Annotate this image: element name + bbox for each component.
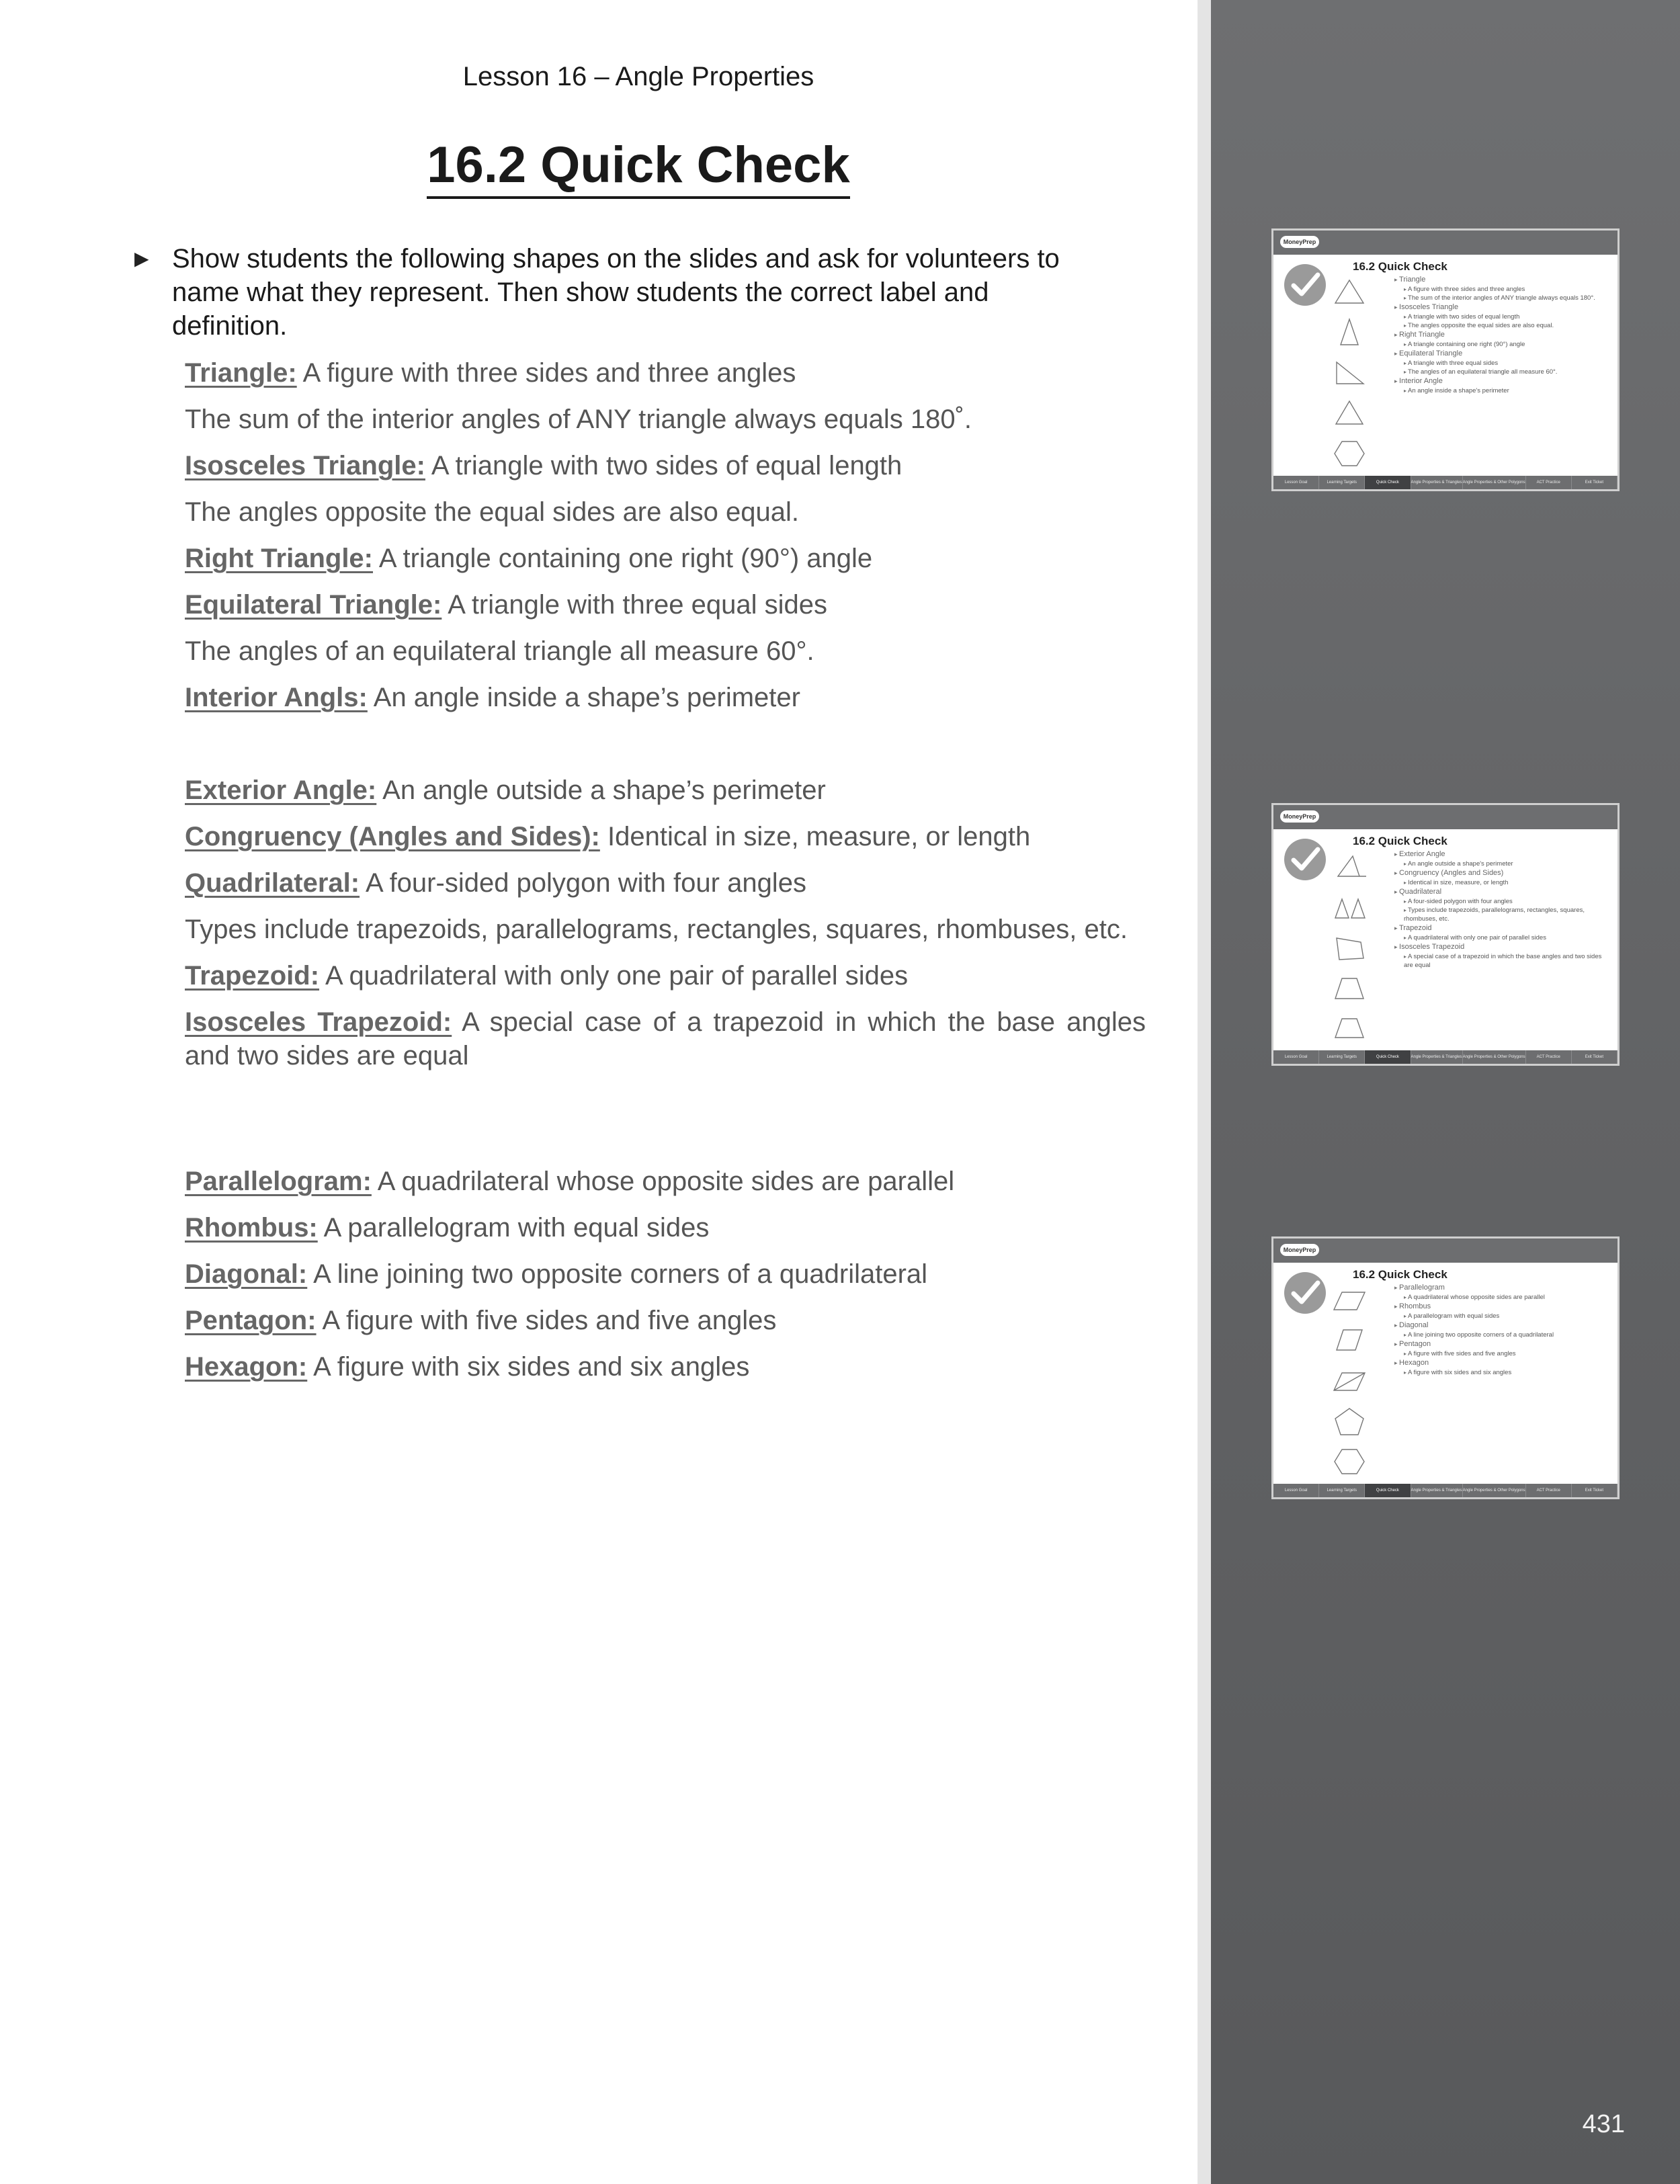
slide-header-bar — [1273, 230, 1618, 255]
definition-line — [185, 495, 1146, 529]
definition-term: Rhombus: — [185, 1213, 318, 1243]
exterior-angle-shape — [1333, 852, 1366, 882]
rhombus-shape — [1333, 1326, 1366, 1355]
slide-list-item: ▸ Equilateral Triangle — [1394, 349, 1609, 359]
slide-list-item: ▸ Isosceles Triangle — [1394, 302, 1609, 312]
definitions-group-3 — [185, 1165, 1146, 1396]
slide-list-subitem: ▸ A quadrilateral whose opposite sides are parallel — [1404, 1293, 1609, 1302]
isosceles-triangle-shape — [1333, 318, 1366, 347]
definition-line — [185, 866, 1146, 900]
slide-list-item: ▸ Triangle — [1394, 275, 1609, 285]
definition-text: A four-sided polygon with four angles — [360, 868, 806, 898]
slide-nav-tab[interactable]: Angle Properties & Triangles — [1411, 476, 1463, 489]
definition-line — [185, 1304, 1146, 1337]
definition-line — [185, 1211, 1146, 1245]
definition-line — [185, 356, 1146, 390]
slide-list-subitem: ▸ An angle outside a shape's perimeter — [1404, 859, 1609, 868]
slide-shapes — [1333, 1283, 1393, 1476]
definition-line — [185, 773, 1146, 807]
definition-line — [185, 588, 1146, 622]
definition-text: A special case of a trapezoid in which the base angles and two sides are equal — [185, 1007, 1146, 1070]
slide-list-item: ▸ Exterior Angle — [1394, 849, 1609, 859]
definition-line — [185, 403, 1146, 436]
slide-header-bar — [1273, 1238, 1618, 1263]
slide-nav-tab[interactable]: Angle Properties & Triangles — [1411, 1484, 1463, 1497]
slide-thumbnail-1[interactable] — [1271, 228, 1620, 491]
slide-nav-tab[interactable]: Angle Properties & Other Polygons — [1463, 1484, 1526, 1497]
slide-title: 16.2 Quick Check — [1353, 835, 1447, 847]
definition-text: The sum of the interior angles of ANY triangle always equals 180˚. — [185, 405, 972, 434]
definition-text: A line joining two opposite corners of a quadrilateral — [307, 1259, 928, 1289]
definition-term: Interior Angls: — [185, 683, 368, 712]
definition-term: Hexagon: — [185, 1352, 308, 1382]
slide-nav-tab[interactable]: ACT Practice — [1526, 1484, 1572, 1497]
triangle-right-icon: ▶ — [134, 248, 149, 269]
moneyprep-logo: MoneyPrep — [1280, 1244, 1319, 1256]
slide-title: 16.2 Quick Check — [1353, 1268, 1447, 1281]
slide-list-subitem: ▸ The angles of an equilateral triangle all measure 60°. — [1404, 368, 1609, 376]
slide-thumbnail-2[interactable] — [1271, 803, 1620, 1066]
slide-list-subitem: ▸ A figure with six sides and six angles — [1404, 1368, 1609, 1377]
slide-list-subitem: ▸ A quadrilateral with only one pair of parallel sides — [1404, 933, 1609, 942]
slide-list-subitem: ▸ A line joining two opposite corners of a quadrilateral — [1404, 1331, 1609, 1339]
definitions-group-1 — [185, 356, 1146, 727]
slide-nav-bar — [1273, 1484, 1618, 1497]
slide-list — [1394, 1283, 1609, 1377]
definition-text: Types include trapezoids, parallelograms, rectangles, squares, rhombuses, etc. — [185, 915, 1128, 944]
quadrilateral-shape — [1333, 933, 1366, 962]
definition-line — [185, 959, 1146, 993]
title-wrap — [0, 138, 1277, 199]
definition-text: Identical in size, measure, or length — [599, 822, 1031, 851]
definition-text: A triangle with three equal sides — [442, 590, 828, 620]
slide-nav-tab[interactable]: Angle Properties & Triangles — [1411, 1050, 1463, 1064]
slide-list-subitem: ▸ A triangle with two sides of equal length — [1404, 312, 1609, 321]
definition-line — [185, 820, 1146, 853]
definition-line — [185, 1005, 1146, 1073]
definition-term: Trapezoid: — [185, 961, 320, 991]
definition-term: Isosceles Triangle: — [185, 451, 425, 480]
checkmark-icon — [1284, 839, 1326, 880]
slide-shapes — [1333, 275, 1393, 468]
definition-line — [185, 449, 1146, 482]
definition-text: An angle outside a shape’s perimeter — [376, 775, 826, 805]
definition-text: A figure with five sides and five angles — [316, 1306, 777, 1335]
slide-list-subitem: ▸ Types include trapezoids, parallelograms, rectangles, squares, rhombuses, etc. — [1404, 906, 1609, 923]
definition-line — [185, 681, 1146, 714]
slide-nav-bar — [1273, 1050, 1618, 1064]
definition-text: A figure with three sides and three angles — [296, 358, 796, 388]
slide-list-item: ▸ Right Triangle — [1394, 330, 1609, 340]
moneyprep-logo: MoneyPrep — [1280, 810, 1319, 823]
definition-line — [185, 913, 1146, 946]
definition-text: A parallelogram with equal sides — [317, 1213, 710, 1243]
slide-list-subitem: ▸ A figure with three sides and three angles — [1404, 285, 1609, 294]
slide-list-item: ▸ Pentagon — [1394, 1339, 1609, 1349]
slide-list-subitem: ▸ The angles opposite the equal sides are also equal. — [1404, 321, 1609, 330]
slide-nav-tab[interactable]: Quick Check — [1365, 1050, 1411, 1064]
moneyprep-logo: MoneyPrep — [1280, 236, 1319, 248]
slide-nav-tab[interactable]: Quick Check — [1365, 1484, 1411, 1497]
slide-nav-tab[interactable]: Quick Check — [1365, 476, 1411, 489]
definition-line — [185, 1257, 1146, 1291]
definition-term: Quadrilateral: — [185, 868, 360, 898]
intro-bullet — [134, 242, 1089, 343]
slide-list-subitem: ▸ Identical in size, measure, or length — [1404, 878, 1609, 887]
slide-nav-tab[interactable]: Lesson Goal — [1273, 1050, 1319, 1064]
diagonal-shape — [1333, 1366, 1366, 1396]
slide-nav-tab[interactable]: Exit Ticket — [1572, 1484, 1618, 1497]
equilateral-triangle-shape — [1333, 398, 1366, 428]
slide-list-subitem: ▸ A special case of a trapezoid in which the base angles and two sides are equal — [1404, 952, 1609, 970]
slide-nav-tab[interactable]: Learning Targets — [1319, 1484, 1365, 1497]
slide-list-subitem: ▸ The sum of the interior angles of ANY triangle always equals 180°. — [1404, 294, 1609, 302]
slide-list-item: ▸ Diagonal — [1394, 1320, 1609, 1331]
parallelogram-shape — [1333, 1286, 1366, 1315]
definition-text: A quadrilateral whose opposite sides are parallel — [371, 1167, 955, 1196]
intro-text: Show students the following shapes on the slides and ask for volunteers to name what they represent. Then show students the correct label and definition. — [172, 244, 1060, 341]
definition-term: Isosceles Trapezoid: — [185, 1007, 452, 1037]
slide-list-item: ▸ Quadrilateral — [1394, 887, 1609, 897]
sidebar-border — [1198, 0, 1211, 2184]
slide-list-item: ▸ Hexagon — [1394, 1358, 1609, 1368]
definitions-group-2 — [185, 773, 1146, 1085]
slide-list-item: ▸ Rhombus — [1394, 1302, 1609, 1312]
definition-term: Right Triangle: — [185, 544, 373, 573]
slide-nav-tab[interactable]: Lesson Goal — [1273, 476, 1319, 489]
definition-term: Triangle: — [185, 358, 297, 388]
definition-text: A figure with six sides and six angles — [307, 1352, 750, 1382]
lesson-header: Lesson 16 – Angle Properties — [462, 62, 814, 91]
definition-term: Parallelogram: — [185, 1167, 372, 1196]
slide-list-item: ▸ Congruency (Angles and Sides) — [1394, 868, 1609, 878]
slide-nav-tab[interactable]: ACT Practice — [1526, 1050, 1572, 1064]
slide-list-item: ▸ Interior Angle — [1394, 376, 1609, 386]
slide-list-item: ▸ Trapezoid — [1394, 923, 1609, 933]
slide-header-bar — [1273, 805, 1618, 829]
hexagon-shape — [1333, 439, 1366, 468]
slide-list-item: ▸ Isosceles Trapezoid — [1394, 942, 1609, 952]
slide-nav-tab[interactable]: Learning Targets — [1319, 1050, 1365, 1064]
slide-list — [1394, 275, 1609, 395]
slide-title: 16.2 Quick Check — [1353, 260, 1447, 273]
slide-list-subitem: ▸ A parallelogram with equal sides — [1404, 1312, 1609, 1320]
triangle-shape — [1333, 278, 1366, 307]
slide-list-subitem: ▸ A four-sided polygon with four angles — [1404, 897, 1609, 906]
slide-nav-tab[interactable]: Learning Targets — [1319, 476, 1365, 489]
definition-text: The angles of an equilateral triangle all measure 60°. — [185, 636, 814, 666]
definition-term: Equilateral Triangle: — [185, 590, 442, 620]
page-number: 431 — [1582, 2110, 1625, 2138]
definition-line — [185, 542, 1146, 575]
slide-list-subitem: ▸ A triangle containing one right (90°) angle — [1404, 340, 1609, 349]
hexagon-shape — [1333, 1447, 1366, 1476]
definition-text: A triangle with two sides of equal length — [425, 451, 902, 480]
isosceles-trapezoid-shape — [1333, 1013, 1366, 1043]
definition-text: An angle inside a shape’s perimeter — [367, 683, 800, 712]
slide-list-subitem: ▸ An angle inside a shape's perimeter — [1404, 386, 1609, 395]
slide-list-subitem: ▸ A figure with five sides and five angles — [1404, 1349, 1609, 1358]
slide-list-subitem: ▸ A triangle with three equal sides — [1404, 359, 1609, 368]
definition-line — [185, 1350, 1146, 1384]
definition-text: A triangle containing one right (90°) angle — [373, 544, 873, 573]
definition-text: The angles opposite the equal sides are also equal. — [185, 497, 799, 527]
slide-nav-tab[interactable]: Angle Properties & Other Polygons — [1463, 476, 1526, 489]
slide-nav-tab[interactable]: Angle Properties & Other Polygons — [1463, 1050, 1526, 1064]
slide-nav-tab[interactable]: Lesson Goal — [1273, 1484, 1319, 1497]
congruent-triangles-shape — [1333, 892, 1366, 922]
checkmark-icon — [1284, 1272, 1326, 1314]
slide-nav-tab[interactable]: ACT Practice — [1526, 476, 1572, 489]
slide-list — [1394, 849, 1609, 970]
definition-term: Pentagon: — [185, 1306, 317, 1335]
definition-term: Congruency (Angles and Sides): — [185, 822, 600, 851]
slide-list-item: ▸ Parallelogram — [1394, 1283, 1609, 1293]
slide-nav-bar — [1273, 476, 1618, 489]
definition-term: Exterior Angle: — [185, 775, 377, 805]
definition-term: Diagonal: — [185, 1259, 308, 1289]
definition-text: A quadrilateral with only one pair of parallel sides — [319, 961, 909, 991]
slide-thumbnail-3[interactable] — [1271, 1236, 1620, 1499]
definition-line — [185, 634, 1146, 668]
slide-shapes — [1333, 849, 1393, 1043]
definition-line — [185, 1165, 1146, 1198]
slide-nav-tab[interactable]: Exit Ticket — [1572, 476, 1618, 489]
slide-nav-tab[interactable]: Exit Ticket — [1572, 1050, 1618, 1064]
checkmark-icon — [1284, 264, 1326, 306]
pentagon-shape — [1333, 1406, 1366, 1436]
page-title: 16.2 Quick Check — [427, 138, 849, 199]
trapezoid-shape — [1333, 973, 1366, 1003]
right-triangle-shape — [1333, 358, 1366, 388]
